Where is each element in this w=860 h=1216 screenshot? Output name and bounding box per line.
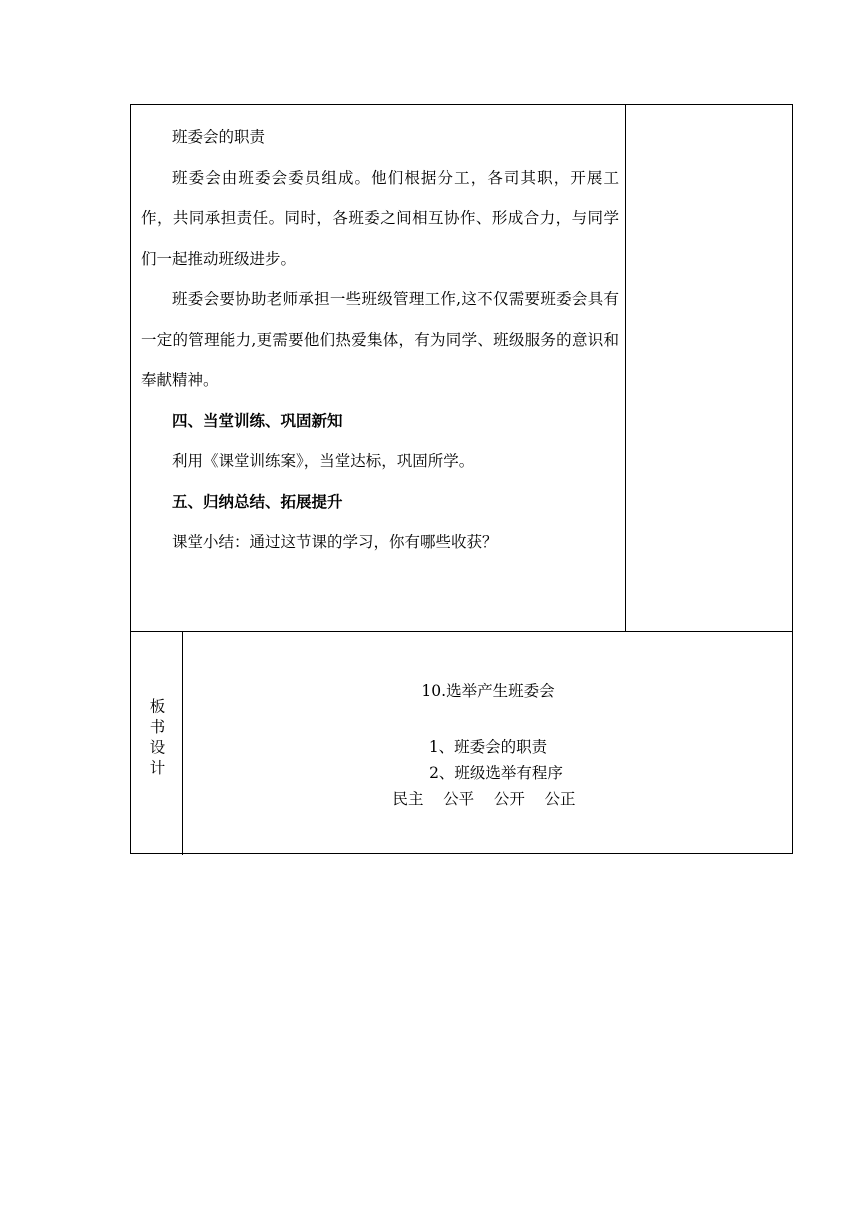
board-point-1: 1、班委会的职责 [428, 738, 548, 756]
board-title: 10.选举产生班委会 [421, 682, 555, 700]
section-heading-summary: 五、归纳总结、拓展提升 [172, 492, 343, 511]
section-heading-committee-duties: 班委会的职责 [172, 128, 266, 146]
column-divider [625, 105, 626, 631]
paragraph-committee-role: 班委会要协助老师承担一些班级管理工作,这不仅需要班委会具有一定的管理能力,更需要他们热爱集体，有为同学、班级服务的意识和奉献精神。 [141, 290, 619, 389]
board-design [183, 631, 793, 855]
board-principles: 民主 公平 公开 公正 [392, 790, 576, 808]
board-design-label: 板书设计 [147, 698, 166, 780]
lesson-table [130, 104, 793, 854]
board-design-label-cell [131, 631, 182, 855]
paragraph-summary: 课堂小结：通过这节课的学习，你有哪些收获？ [172, 533, 498, 551]
board-point-2: 2、班级选举有程序 [429, 764, 563, 782]
paragraph-practice: 利用《课堂训练案》，当堂达标，巩固所学。 [172, 452, 475, 470]
paragraph-committee-composition: 班委会由班委会委员组成。他们根据分工，各司其职，开展工作，共同承担责任。同时，各班委之间相互协作、形成合力，与同学们一起推动班级进步。 [141, 168, 619, 268]
lesson-content [141, 117, 619, 563]
section-heading-practice: 四、当堂训练、巩固新知 [172, 411, 343, 430]
